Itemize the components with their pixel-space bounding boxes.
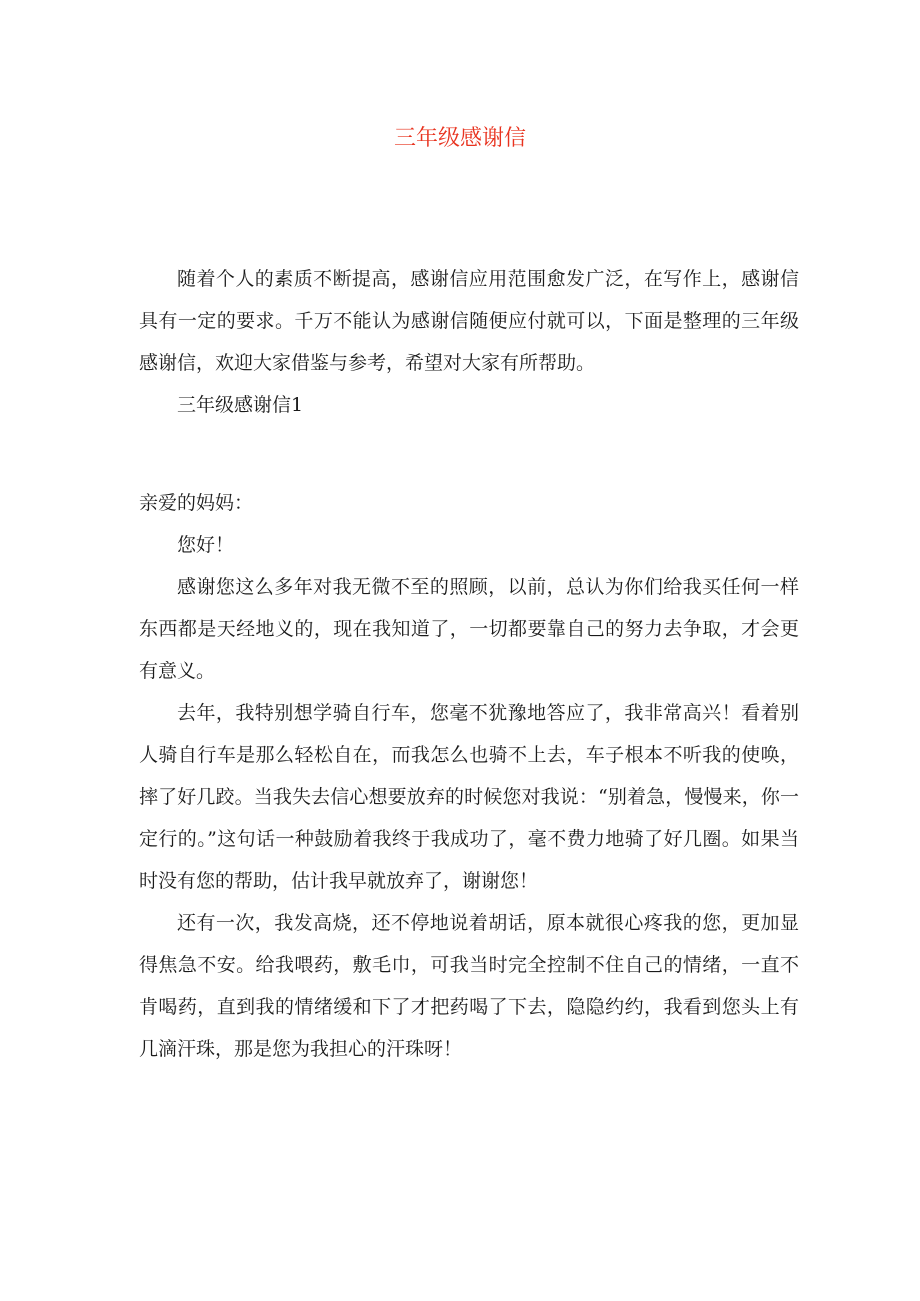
letter-paragraph: 去年，我特别想学骑自行车，您毫不犹豫地答应了，我非常高兴！看着别人骑自行车是那么轻松自在，而我怎么也骑不上去，车子根本不听我的使唤，摔了好几跤。当我失去信心想要放弃的时候您对我说：“别着急，慢慢来，你一定行的。”这句话一种鼓励着我终于我成功了，毫不费力地骑了好几圈。如果当时没有您的帮助，估计我早就放弃了，谢谢您！ <box>139 702 799 892</box>
letter-greeting: 您好！ <box>177 534 235 556</box>
letter-paragraph: 感谢您这么多年对我无微不至的照顾，以前，总认为你们给我买任何一样东西都是天经地义的，现在我知道了，一切都要靠自己的努力去争取，才会更有意义。 <box>139 576 799 682</box>
document-title: 三年级感谢信 <box>393 126 526 151</box>
section-heading: 三年级感谢信1 <box>177 394 304 416</box>
letter-salutation: 亲爱的妈妈： <box>139 492 254 514</box>
intro-paragraph: 随着个人的素质不断提高，感谢信应用范围愈发广泛，在写作上，感谢信具有一定的要求。千万不能认为感谢信随便应付就可以，下面是整理的三年级感谢信，欢迎大家借鉴与参考，希望对大家有所帮助。 <box>139 268 799 374</box>
letter-paragraph: 还有一次，我发高烧，还不停地说着胡话，原本就很心疼我的您，更加显得焦急不安。给我喂药，敷毛巾，可我当时完全控制不住自己的情绪，一直不肯喝药，直到我的情绪缓和下了才把药喝了下去，隐隐约约，我看到您头上有几滴汗珠，那是您为我担心的汗珠呀！ <box>139 912 799 1060</box>
document-body <box>139 258 799 1070</box>
